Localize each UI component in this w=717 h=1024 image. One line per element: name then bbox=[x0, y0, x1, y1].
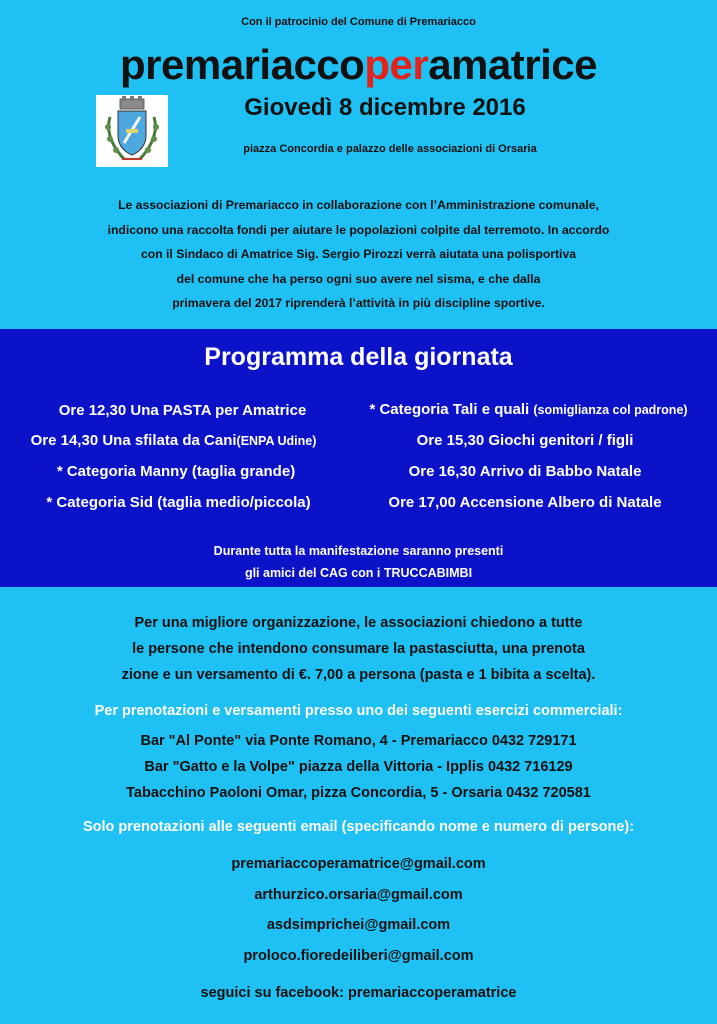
program-item: Ore 12,30 Una PASTA per Amatrice bbox=[58, 402, 307, 419]
program-item-note: (somiglianza col padrone) bbox=[533, 403, 688, 417]
program-title: Programma della giornata bbox=[204, 343, 513, 371]
present-note bbox=[0, 540, 717, 584]
intro-line: indicono una raccolta fondi per aiutare le popolazioni colpite dal terremoto. In accordo bbox=[107, 222, 610, 237]
title-part-1: premariacco bbox=[120, 41, 365, 88]
booking-paragraph bbox=[0, 610, 717, 688]
email-link[interactable]: premariaccoperamatrice@gmail.com bbox=[231, 856, 486, 872]
present-line: Durante tutta la manifestazione saranno presenti bbox=[213, 544, 504, 558]
event-venue: piazza Concordia e palazzo delle associazioni di Orsaria bbox=[243, 143, 537, 155]
program-item bbox=[0, 432, 347, 449]
program-item bbox=[340, 401, 717, 418]
shop-item: Bar "Gatto e la Volpe" piazza della Vittoria - Ipplis 0432 716129 bbox=[144, 759, 573, 775]
title-part-3: amatrice bbox=[428, 41, 597, 88]
intro-line: Le associazioni di Premariacco in collaborazione con l’Amministrazione comunale, bbox=[118, 198, 599, 212]
email-heading: Solo prenotazioni alle seguenti email (specificando nome e numero di persone): bbox=[82, 819, 635, 835]
email-link[interactable]: proloco.fioredeiliberi@gmail.com bbox=[243, 947, 474, 964]
program-item-main: Ore 14,30 Una sfilata da Cani bbox=[30, 432, 237, 449]
program-item: Ore 16,30 Arrivo di Babbo Natale bbox=[408, 463, 642, 480]
booking-line: Per una migliore organizzazione, le associazioni chiedono a tutte bbox=[134, 615, 583, 631]
intro-line: primavera del 2017 riprenderà l’attività in più discipline sportive. bbox=[172, 296, 545, 310]
intro-paragraph bbox=[0, 193, 717, 316]
patronage-text: Con il patrocinio del Comune di Premariacco bbox=[241, 16, 476, 28]
shop-item: Bar "Al Ponte" via Ponte Romano, 4 - Premariacco 0432 729171 bbox=[140, 733, 577, 749]
shop-item: Tabacchino Paoloni Omar, pizza Concordia, 5 - Orsaria 0432 720581 bbox=[126, 785, 591, 801]
present-line: gli amici del CAG con i TRUCCABIMBI bbox=[244, 566, 473, 580]
email-link[interactable]: asdsimprichei@gmail.com bbox=[266, 917, 451, 933]
program-item-note: (ENPA Udine) bbox=[236, 434, 317, 448]
email-list bbox=[0, 849, 717, 971]
program-item: Ore 17,00 Accensione Albero di Natale bbox=[388, 494, 662, 511]
program-item-main: * Categoria Tali e quali bbox=[369, 401, 534, 418]
shops-list bbox=[0, 728, 717, 806]
program-item: * Categoria Sid (taglia medio/piccola) bbox=[46, 494, 311, 511]
program-item: * Categoria Manny (taglia grande) bbox=[56, 463, 296, 480]
booking-line: zione e un versamento di €. 7,00 a persona (pasta e 1 bibita a scelta). bbox=[121, 667, 596, 683]
booking-line: le persone che intendono consumare la pastasciutta, una prenota bbox=[132, 641, 585, 657]
shops-heading: Per prenotazioni e versamenti presso uno dei seguenti esercizi commerciali: bbox=[94, 703, 623, 719]
facebook-link[interactable]: seguici su facebook: premariaccoperamatrice bbox=[200, 985, 517, 1001]
intro-line: del comune che ha perso ogni suo avere nel sisma, e che dalla bbox=[176, 271, 541, 286]
title-part-2: per bbox=[364, 41, 429, 88]
program-item: Ore 15,30 Giochi genitori / figli bbox=[416, 432, 634, 449]
intro-line: con il Sindaco di Amatrice Sig. Sergio Pirozzi verrà aiutata una polisportiva bbox=[140, 247, 577, 261]
email-link[interactable]: arthurzico.orsaria@gmail.com bbox=[254, 886, 463, 903]
event-title bbox=[0, 38, 717, 92]
event-date: Giovedì 8 dicembre 2016 bbox=[244, 94, 526, 121]
